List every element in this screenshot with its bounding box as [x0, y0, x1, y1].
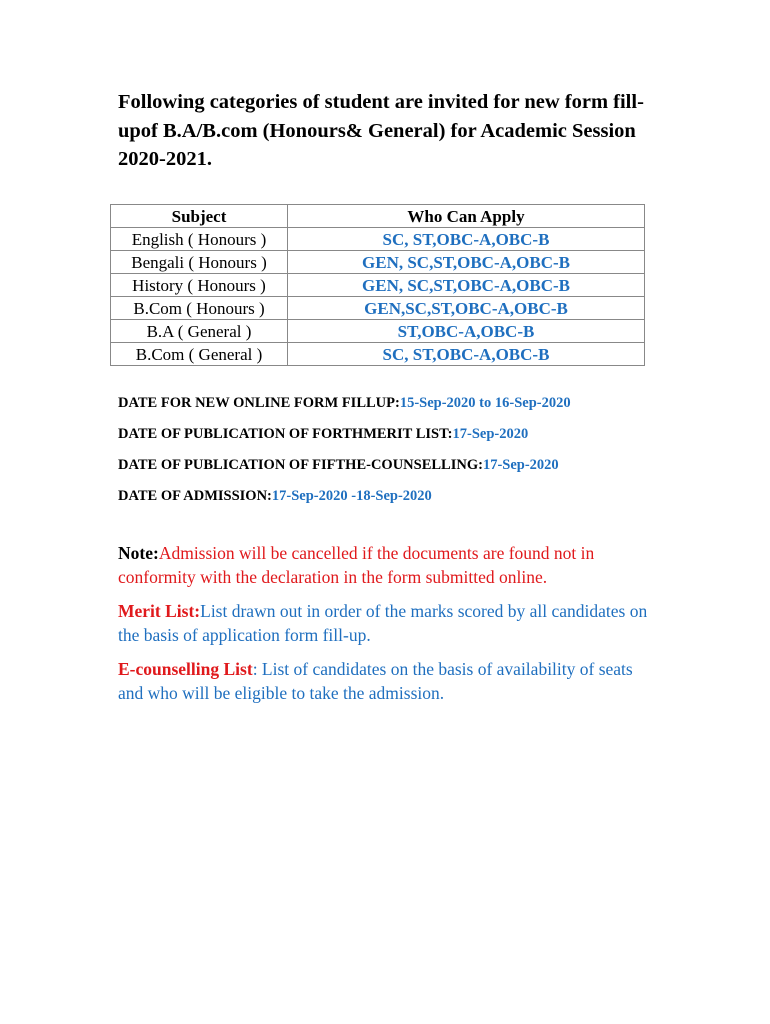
subject-cell: History ( Honours )	[111, 274, 288, 297]
date-e-counselling	[118, 455, 571, 486]
table-row	[111, 251, 645, 274]
date-admission	[118, 486, 571, 517]
table-row	[111, 297, 645, 320]
table-row	[111, 343, 645, 366]
notes-section	[118, 541, 658, 715]
page-title: Following categories of student are invited for new form fill-upof B.A/B.com (Honours& General) for Academic Session 2020-2021.	[118, 91, 644, 170]
table-row	[111, 228, 645, 251]
note-label: Note:	[118, 543, 159, 563]
date-value: 15-Sep-2020 to 16-Sep-2020	[399, 395, 571, 411]
who-can-apply-column-header: Who Can Apply	[288, 205, 645, 228]
category-table	[110, 204, 645, 366]
eligibility-cell: GEN,SC,ST,OBC-A,OBC-B	[288, 297, 645, 320]
e-counselling-text: : List of candidates on the basis of availability of seats and who will be eligible to take the admission.	[118, 659, 633, 703]
table-header-row	[111, 205, 645, 228]
date-label: DATE OF PUBLICATION OF FORTHMERIT LIST:	[118, 426, 453, 442]
eligibility-cell: SC, ST,OBC-A,OBC-B	[288, 228, 645, 251]
date-value: 17-Sep-2020	[452, 426, 529, 442]
e-counselling-label: E-counselling List	[118, 659, 253, 679]
note-paragraph	[118, 541, 658, 589]
subject-column-header: Subject	[111, 205, 288, 228]
eligibility-cell: GEN, SC,ST,OBC-A,OBC-B	[288, 251, 645, 274]
merit-list-paragraph	[118, 599, 658, 647]
date-value: 17-Sep-2020 -18-Sep-2020	[271, 488, 432, 504]
table-row	[111, 274, 645, 297]
eligibility-cell: ST,OBC-A,OBC-B	[288, 320, 645, 343]
subject-cell: Bengali ( Honours )	[111, 251, 288, 274]
date-merit-list	[118, 424, 571, 455]
note-text: Admission will be cancelled if the documents are found not in conformity with the declaration in the form submitted online.	[118, 543, 595, 587]
subject-cell: B.A ( General )	[111, 320, 288, 343]
date-value: 17-Sep-2020	[482, 457, 559, 473]
eligibility-cell: GEN, SC,ST,OBC-A,OBC-B	[288, 274, 645, 297]
subject-cell: English ( Honours )	[111, 228, 288, 251]
date-form-fillup	[118, 393, 571, 424]
date-label: DATE OF PUBLICATION OF FIFTHE-COUNSELLING:	[118, 457, 483, 473]
merit-list-label: Merit List:	[118, 601, 201, 621]
merit-list-text: List drawn out in order of the marks scored by all candidates on the basis of application form fill-up.	[118, 601, 648, 645]
eligibility-cell: SC, ST,OBC-A,OBC-B	[288, 343, 645, 366]
date-label: DATE FOR NEW ONLINE FORM FILLUP:	[118, 395, 400, 411]
table-row	[111, 320, 645, 343]
important-dates	[118, 393, 571, 517]
date-label: DATE OF ADMISSION:	[118, 488, 272, 504]
subject-cell: B.Com ( Honours )	[111, 297, 288, 320]
subject-cell: B.Com ( General )	[111, 343, 288, 366]
e-counselling-paragraph	[118, 657, 658, 705]
